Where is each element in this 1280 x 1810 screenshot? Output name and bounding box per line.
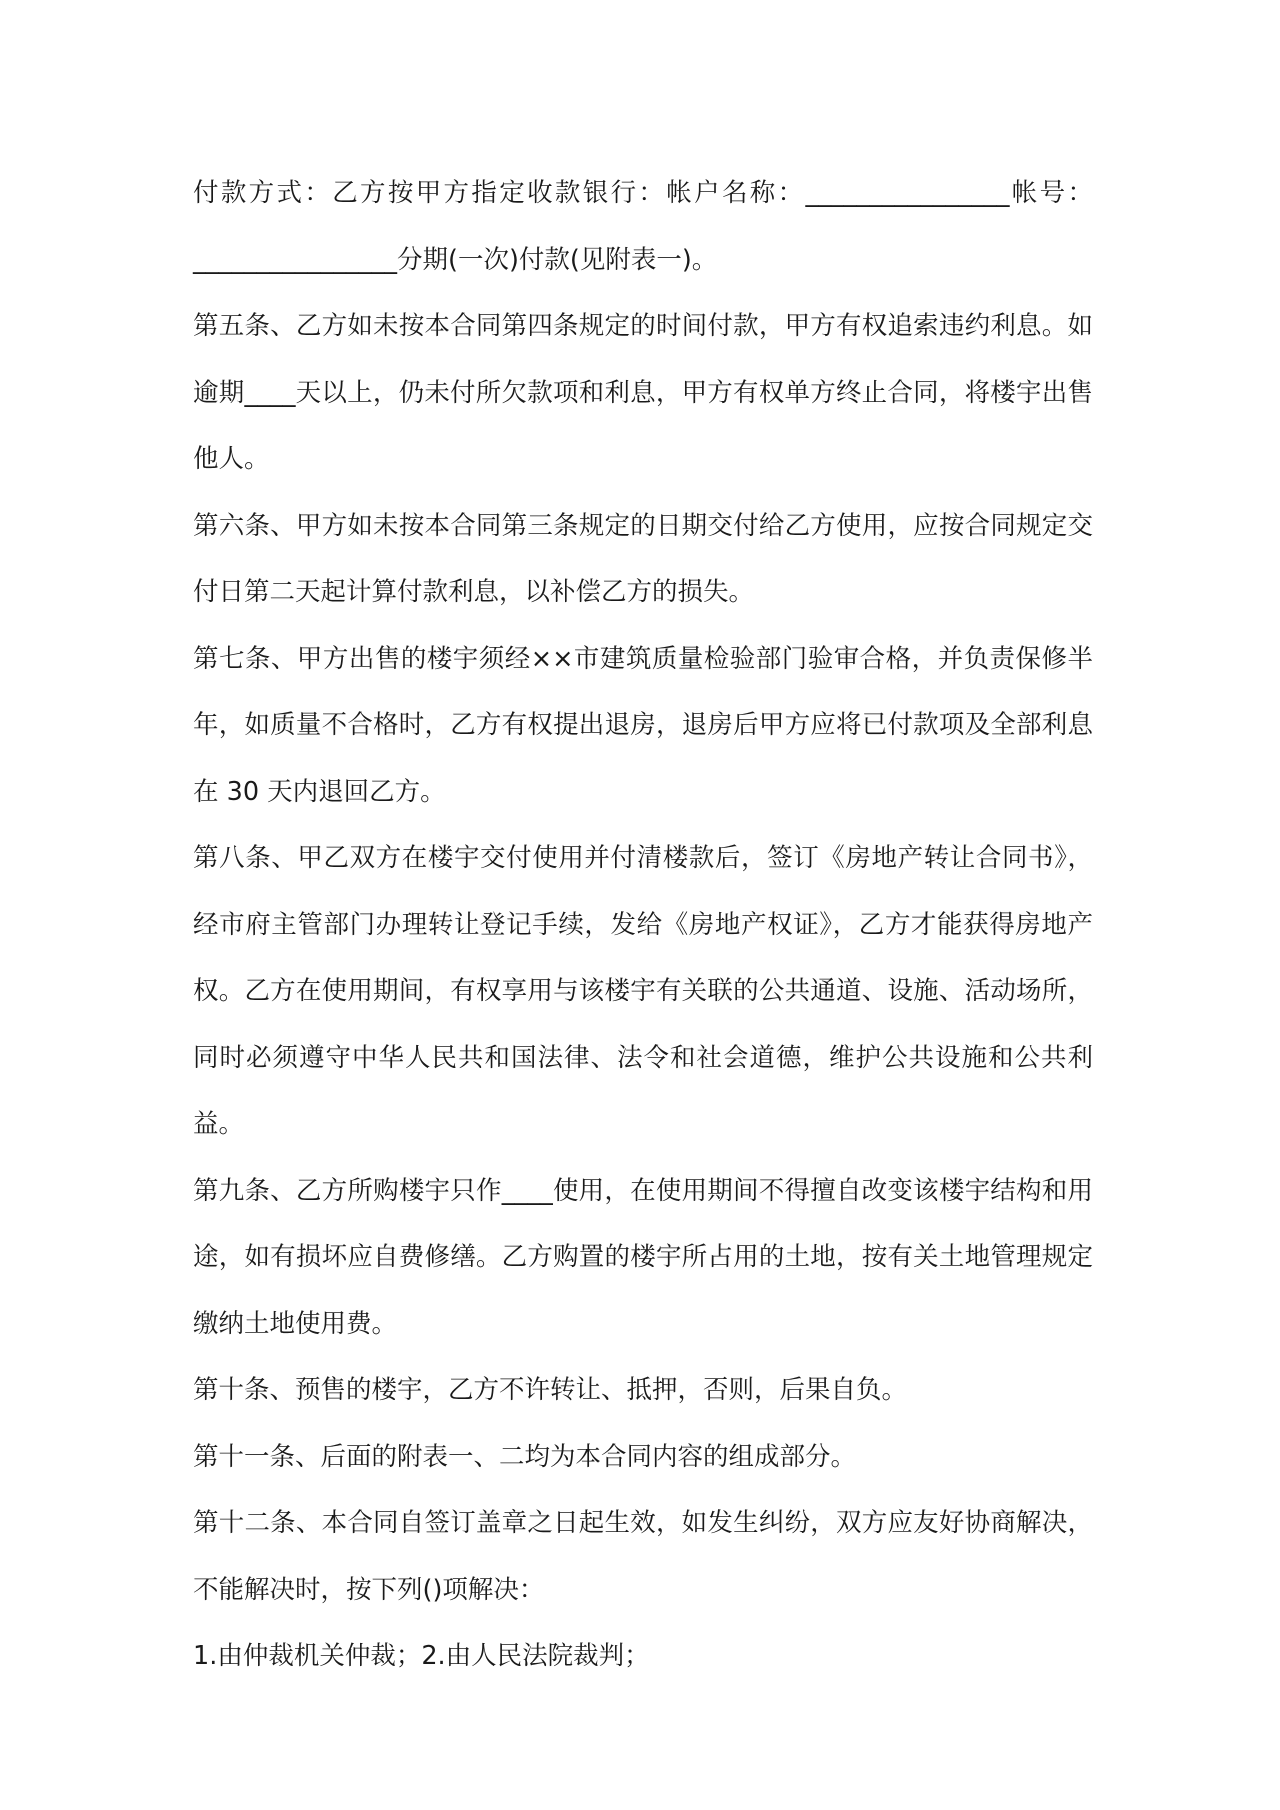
article-9-paragraph: 第九条、乙方所购楼宇只作____使用，在使用期间不得擅自改变该楼宇结构和用途，如有损坏应自费修缮。乙方购置的楼宇所占用的土地，按有关土地管理规定缴纳土地使用费。 (193, 1175, 1093, 1339)
payment-method-paragraph: 付款方式：乙方按甲方指定收款银行：帐户名称：________________帐号：________________分期(一次)付款(见附表一)。 (193, 178, 1093, 275)
article-6-paragraph: 第六条、甲方如未按本合同第三条规定的日期交付给乙方使用，应按合同规定交付日第二天起计算付款利息，以补偿乙方的损失。 (193, 510, 1093, 607)
dispute-options-paragraph: 1.由仲裁机关仲裁；2.由人民法院裁判； (193, 1641, 650, 1671)
article-12-paragraph: 第十二条、本合同自签订盖章之日起生效，如发生纠纷，双方应友好协商解决，不能解决时，按下列()项解决： (193, 1508, 1093, 1605)
article-7-paragraph: 第七条、甲方出售的楼宇须经××市建筑质量检验部门验审合格，并负责保修半年，如质量不合格时，乙方有权提出退房，退房后甲方应将已付款项及全部利息在 30 天内退回乙方。 (193, 643, 1093, 807)
article-11-paragraph: 第十一条、后面的附表一、二均为本合同内容的组成部分。 (193, 1441, 857, 1472)
article-10-paragraph: 第十条、预售的楼宇，乙方不许转让、抵押，否则，后果自负。 (193, 1375, 908, 1405)
contract-body (193, 160, 1093, 1690)
article-5-paragraph: 第五条、乙方如未按本合同第四条规定的时间付款，甲方有权追索违约利息。如逾期____天以上，仍未付所欠款项和利息，甲方有权单方终止合同，将楼宇出售他人。 (193, 311, 1093, 474)
article-8-paragraph: 第八条、甲乙双方在楼宇交付使用并付清楼款后，签订《房地产转让合同书》，经市府主管部门办理转让登记手续，发给《房地产权证》，乙方才能获得房地产权。乙方在使用期间，有权享用与该楼宇有关联的公共通道、设施、活动场所，同时必须遵守中华人民共和国法律、法令和社会道德，维护公共设施和公共利益。 (193, 843, 1093, 1139)
